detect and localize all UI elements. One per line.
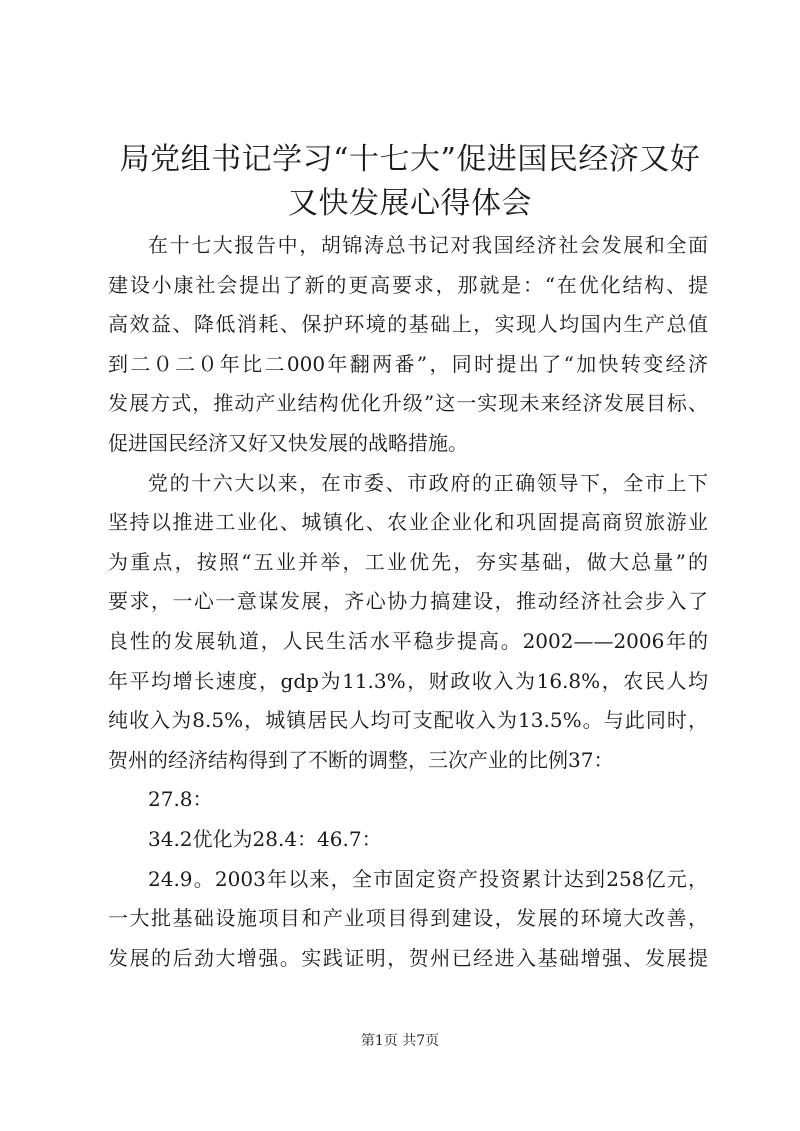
- text-line: 坚持以推进工业化、城镇化、农业企业化和巩固提高商贸旅游业: [108, 510, 708, 535]
- text-line: 年平均增长速度，gdp为11.3%，财政收入为16.8%，农民人均: [108, 668, 708, 693]
- text-line: 要求，一心一意谋发展，齐心协力搞建设，推动经济社会步入了: [108, 589, 708, 614]
- document-title-line-1: 局党组书记学习“十七大”促进国民经济又好: [119, 142, 701, 177]
- page-number-footer: 第1页 共7页: [360, 1033, 440, 1049]
- text-line: 27.8：: [148, 787, 213, 812]
- text-line: 一大批基础设施项目和产业项目得到建设，发展的环境大改善，: [108, 906, 708, 931]
- text-line: 发展方式，推动产业结构优化升级”这一实现未来经济发展目标、: [108, 391, 708, 416]
- text-line: 贺州的经济结构得到了不断的调整，三次产业的比例37：: [108, 747, 614, 772]
- text-line: 为重点，按照“五业并举，工业优先，夯实基础，做大总量”的: [108, 549, 708, 574]
- paragraph: [108, 860, 708, 979]
- text-line: 在十七大报告中，胡锦涛总书记对我国经济社会发展和全面: [148, 233, 708, 257]
- paragraph: [108, 780, 708, 820]
- text-line: 到二０二０年比二000年翻两番”，同时提出了“加快转变经济: [108, 351, 708, 376]
- text-line: 良性的发展轨道，人民生活水平稳步提高。2002——2006年的: [108, 628, 708, 653]
- document-title-line-2: 又快发展心得体会: [288, 186, 532, 221]
- text-line: 24.9。2003年以来，全市固定资产投资累计达到258亿元，: [148, 866, 708, 891]
- document-body: [108, 226, 708, 978]
- text-line: 党的十六大以来，在市委、市政府的正确领导下，全市上下: [148, 470, 708, 495]
- text-line: 建设小康社会提出了新的更高要求，那就是：“在优化结构、提: [108, 272, 708, 297]
- text-line: 纯收入为8.5%，城镇居民人均可支配收入为13.5%。与此同时，: [108, 708, 708, 733]
- paragraph: [108, 464, 708, 781]
- text-line: 促进国民经济又好又快发展的战略措施。: [108, 430, 468, 455]
- paragraph: [108, 820, 708, 860]
- text-line: 34.2优化为28.4：46.7：: [148, 826, 382, 851]
- paragraph: [108, 226, 708, 464]
- text-line: 发展的后劲大增强。实践证明，贺州已经进入基础增强、发展提: [108, 945, 708, 970]
- text-line: 高效益、降低消耗、保护环境的基础上，实现人均国内生产总值: [108, 312, 708, 337]
